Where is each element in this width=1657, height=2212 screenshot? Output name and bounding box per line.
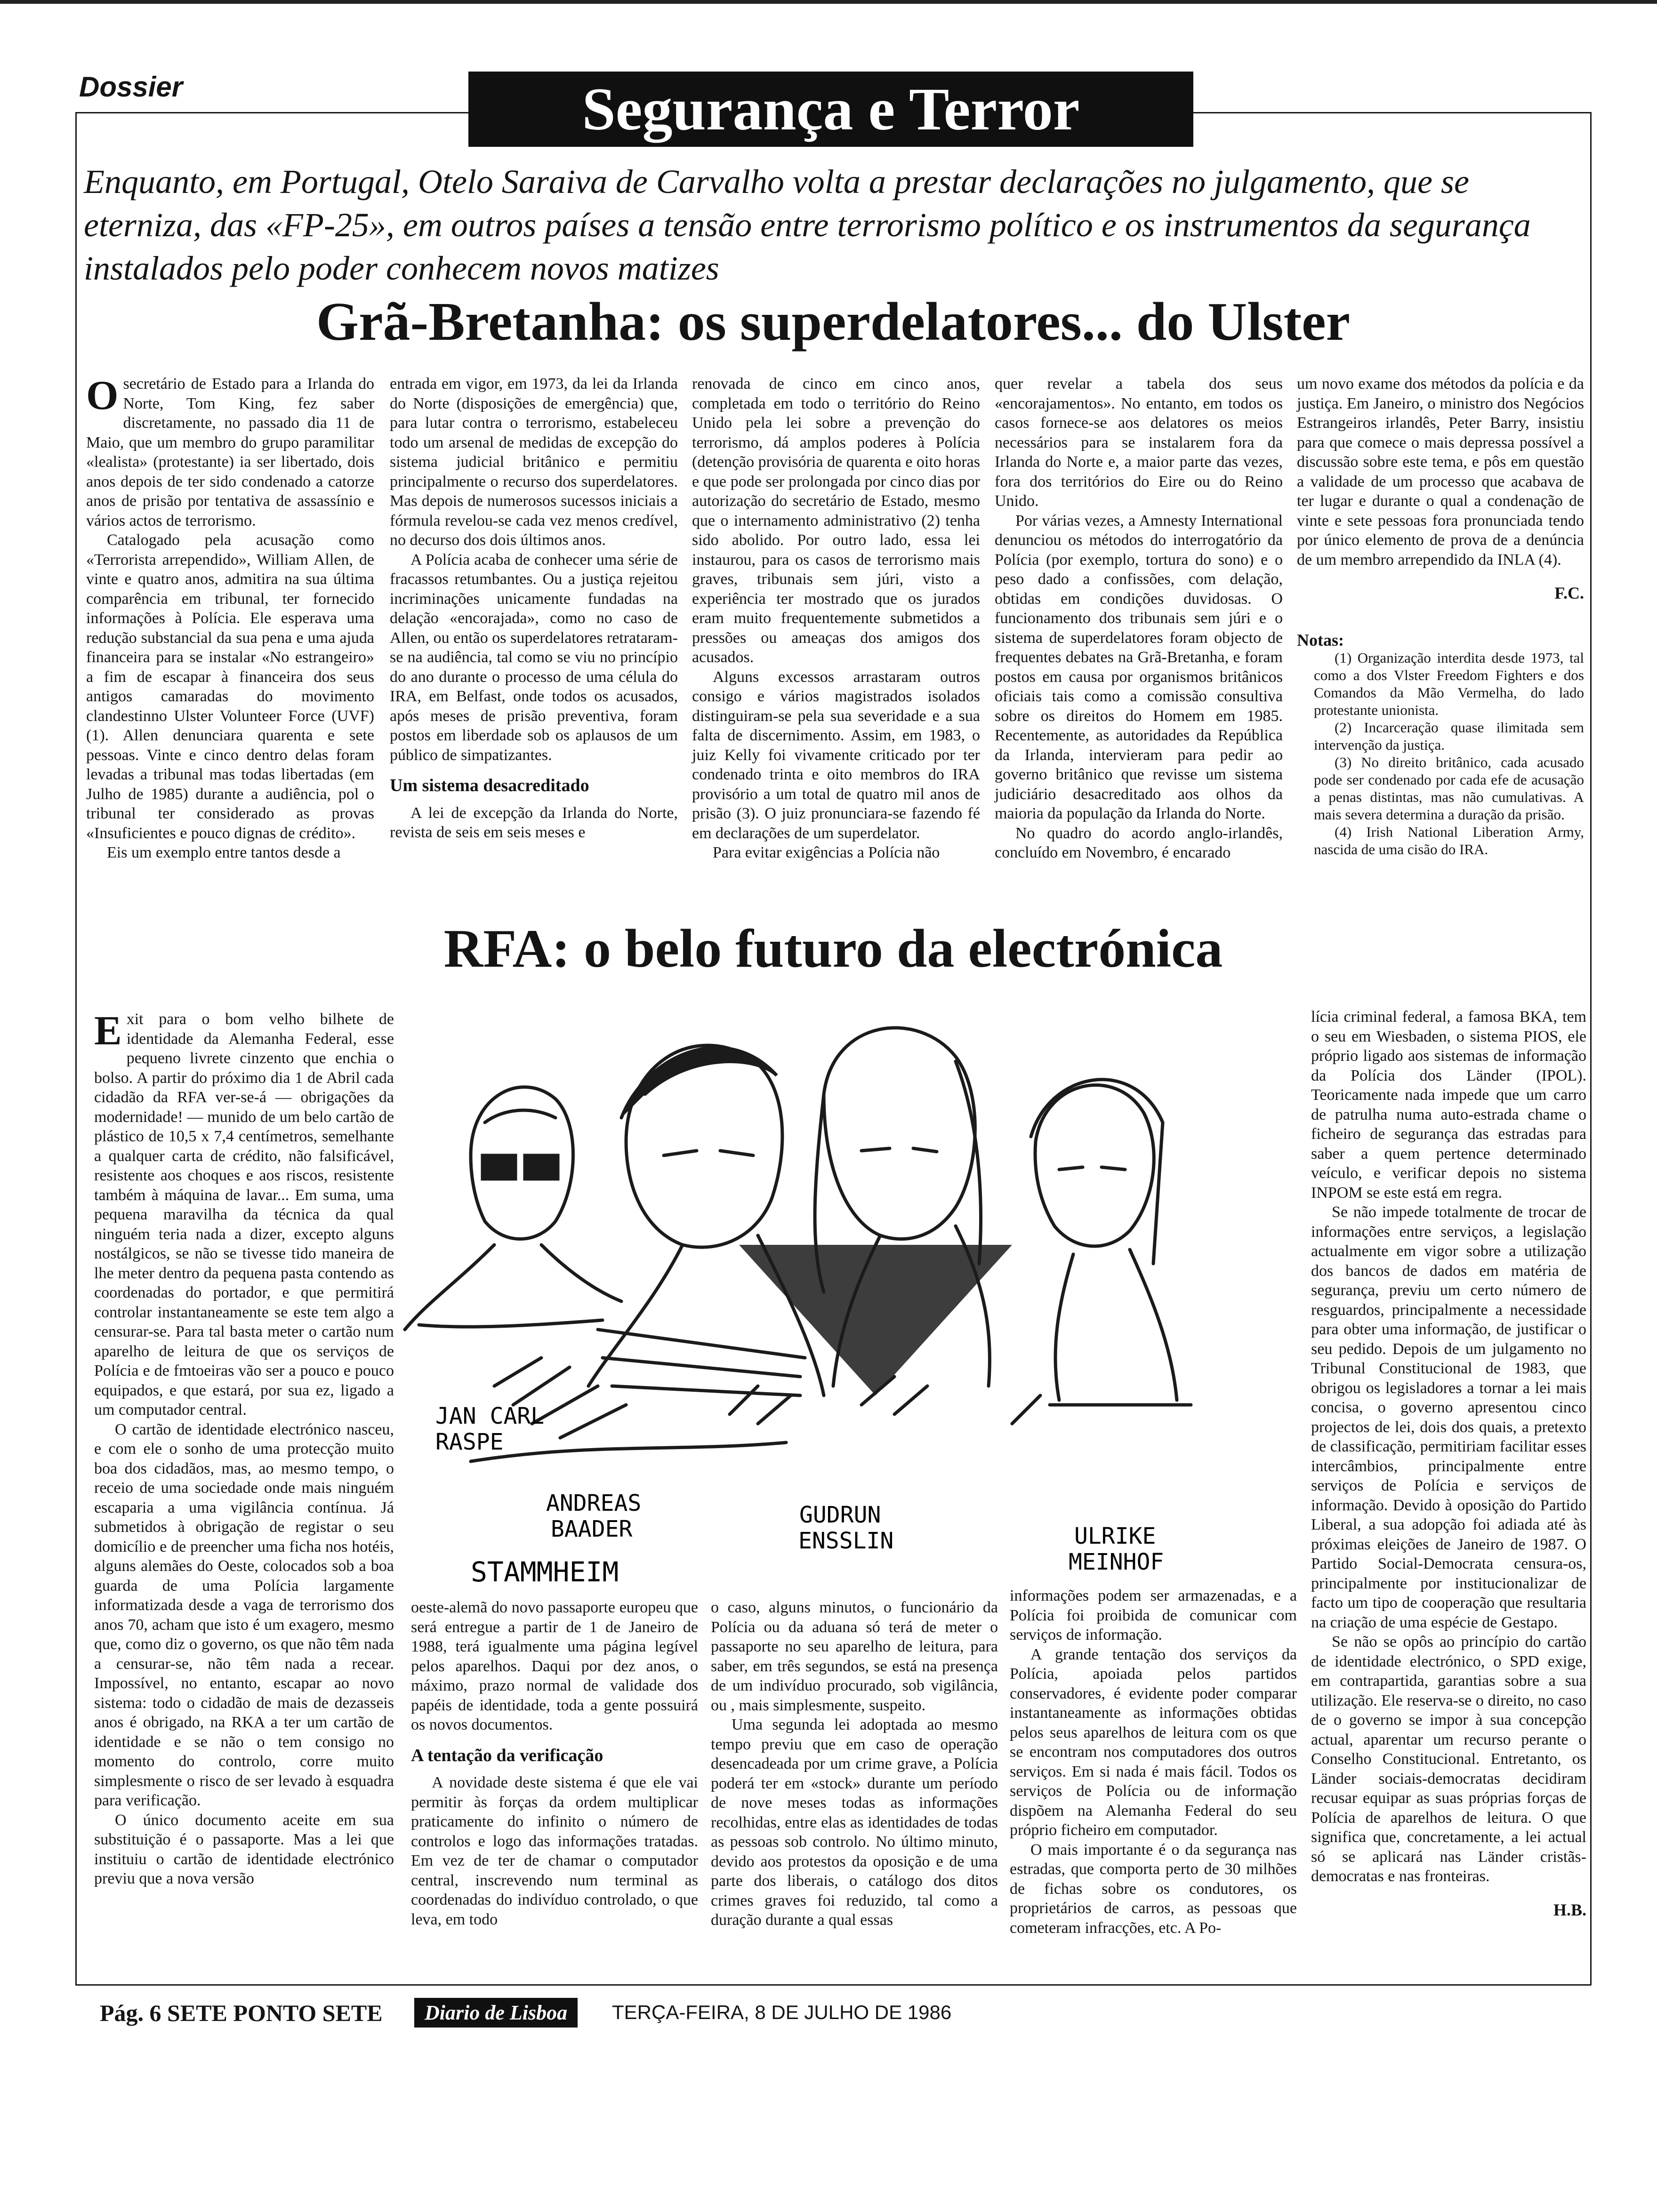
lede-paragraph: Enquanto, em Portugal, Otelo Saraiva de Carvalho volta a prestar declarações no julgamento, que se eterniza, das «FP-25», em outros países a tensão entre terrorismo político e os instrumentos da segurança instalados pelo poder conhecem novos matizes — [84, 163, 1531, 287]
article1-column-2 — [390, 374, 678, 842]
paragraph: Se não se opôs ao princípio do cartão de identidade electrónico, o SPD exige, em contrapartida, garantias sobre a sua utilização. Ele reserva-se o direito, no caso de o governo se impor à sua concepção actual, aparentar um recurso perante o Conselho Constitucional. Entretanto, os Länder sociais-democratas decidiram recusar equipar as suas próprias forças de Polícia de aparelhos de leitura. O que significa que, concretamente, a lei actual só se aplicará nas Länder cristãs-democratas e nas fronteiras. — [1311, 1633, 1586, 1885]
paragraph: xit para o bom velho bilhete de identidade da Alemanha Federal, esse pequeno livrete cinzento que enchia o bolso. A partir do próximo dia 1 de Abril cada cidadão da RFA ver-se-á — obrigações da modernidade! — munido de um belo cartão de plástico de 10,5 x 7,4 centímetros, semelhante a qualquer carta de crédito, não falsificável, resistente aos choques e aos riscos, resistente também à máquina de lavar... Em suma, uma pequena maravilha da técnica da qual ninguém teria nada a dizer, excepto alguns nostálgicos, se não se tivesse tido maneira de lhe meter dentro da pequena pasta contendo as coordenadas do portador, e que permitirá controlar instantaneamente se este tem algo a censurar-se. Para tal basta meter o cartão num aparelho de leitura de que os serviços de Polícia e de fmtoeiras vão ser a pouco e pouco equipados, e que estará, por sua ez, ligado a um computador central. — [94, 1010, 394, 1419]
illustration-label: JAN CARL — [435, 1403, 545, 1429]
article1-column-3 — [692, 374, 980, 863]
illustration-label: ENSSLIN — [798, 1528, 894, 1554]
paragraph: oeste-alemã do novo passaporte europeu que será entregue a partir de 1 de Janeiro de 1988, terá igualmente uma página legível pelos aparelhos. Daqui por dez anos, o máximo, prazo normal de validade dos papéis de identidade, toda a gente possuirá os novos documentos. — [411, 1599, 698, 1733]
illustration-label: BAADER — [551, 1516, 633, 1542]
notes-title: Notas: — [1297, 630, 1344, 649]
paragraph: Uma segunda lei adoptada ao mesmo tempo previu que em caso de operação desencadeada por um crime grave, a Polícia poderá ter em «stock» durante um período de nove meses todas as informações recolhidas, entre elas as identidades de todas as pessoas sob controlo. No último minuto, devido aos protestos da oposição e de uma parte dos liberais, o catálogo dos ditos crimes graves foi reduzido, tal como a duração durante a qual essas — [711, 1716, 998, 1929]
paragraph: A novidade deste sistema é que ele vai permitir às forças da ordem multiplicar praticamente do infinito o número de controlos e logo das informações tratadas. Em vez de ter de chamar o computador central, inscrevendo num terminal as coordenadas do indivíduo controlado, o que leva, em todo — [411, 1774, 698, 1928]
paragraph: entrada em vigor, em 1973, da lei da Irlanda do Norte (disposições de emergência) que, para lutar contra o terrorismo, estabeleceu todo um arsenal de medidas de excepção do sistema judicial britânico e permitiu principalmente o recurso dos superdelatores. Mas depois de numerosos sucessos iniciais a fórmula revelou-se cada vez menos credível, no decurso dos dois últimos anos. — [390, 375, 678, 549]
article1-headline: Grã-Bretanha: os superdelatores... do Ulster — [316, 292, 1351, 352]
masthead-logo: Diario de Lisboa — [414, 1998, 578, 2028]
paragraph: Eis um exemplo entre tantos desde a — [107, 844, 341, 861]
paragraph: Por várias vezes, a Amnesty International denunciou os métodos do interrogatório da Polícia (por exemplo, tortura do sono) e o peso dado a confissões, com delação, obtidas em condições duvidosas. O funcionamento dos tribunais sem júri e o sistema de superdelatores foram objecto de frequentes debates na Grã-Bretanha, e foram postos em causa por organismos britânicos oficiais tais como a comissão consultiva sobre os direitos do Homem em 1985. Recentemente, as autoridades da República da Irlanda, intervieram para pedir ao governo britânico que revisse um sistema judiciário desacreditado aos olhos da maioria da população da Irlanda do Norte. — [995, 512, 1283, 822]
article2-column-5 — [1311, 1007, 1586, 1920]
paragraph: Se não impede totalmente de trocar de informações entre serviços, a legislação actualmente em vigor sobre a utilização dos bancos de dados em matéria de segurança, previu um certo número de resguardos, principalmente a necessidade para obter uma informação, de justificar o seu pedido. Depois de um julgamento no Tribunal Constitucional de 1983, que obrigou os legisladores a tornar a lei mais concisa, o governo apresentou cinco projectos de lei, dois dos quais, a pretexto de classificação, permitiriam facilitar esses intercâmbios, principalmente entre serviços de Polícia e serviços de informação. Devido à oposição do Partido Liberal, a sua adopção foi adiada até às próximas eleições de Janeiro de 1987. O Partido Social-Democrata censura-os, principalmente por institucionalizar de facto um tipo de cooperação que resultaria na criação de uma espécie de Gestapo. — [1311, 1203, 1586, 1631]
paragraph: A Polícia acaba de conhecer uma série de fracassos retumbantes. Ou a justiça rejeitou incriminações unicamente fundadas na delação «encorajada», como no caso de Allen, ou então os superdelatores retrataram-se na audiência, tal como se viu no princípio do ano durante o processo de uma célula do IRA, em Belfast, onde todos os acusados, após meses de prisão preventiva, foram postos em liberdade sob os aplausos de um público de simpatizantes. — [390, 551, 678, 764]
frame-bottom-rule — [75, 1984, 1591, 1986]
note-item: (3) No direito britânico, cada acusado pode ser condenado por cada efe de acusação a penas distintas, mas não cumulativas. A mais severa determina a duração da prisão. — [1314, 753, 1584, 823]
footer-date: TERÇA-FEIRA, 8 DE JULHO DE 1986 — [612, 2001, 952, 2023]
paragraph: um novo exame dos métodos da polícia e da justiça. Em Janeiro, o ministro dos Negócios Estrangeiros irlandês, Peter Barry, insistiu para que comece o mais depressa possível a discussão sobre este tema, e pôs em questão a validade de um processo que acabava de ter lugar e durante o qual a condenação de vinte e sete pessoas fora pronunciada tendo por único elemento de prova de a denúncia de um membro arrependido da INLA (4). — [1297, 375, 1584, 569]
article2-signature: H.B. — [1553, 1900, 1586, 1919]
paragraph: renovada de cinco em cinco anos, completada em todo o território do Reino Unido pela lei sobre a prevenção do terrorismo, dá amplos poderes à Polícia (detenção provisória de quarenta e oito horas e que pode ser prolongada por cinco dias por autorização do secretário de Estado, mesmo que o internamento administrativo (2) tenha sido abolido. Por outro lado, essa lei instaurou, para os casos de terrorismo mais graves, tribunais sem júri, visto a experiência ter mostrado que os jurados eram muito frequentemente submetidos a pressões ou ameaças dos amigos dos acusados. — [692, 375, 980, 666]
paragraph: lícia criminal federal, a famosa BKA, tem o seu em Wiesbaden, o sistema PIOS, ele próprio ligado aos sistemas de informação da Polícia dos Länder (IPOL). Teoricamente nada impede que um carro de patrulha numa auto-estrada chame o ficheiro de segurança das estradas para saber a quem pertence determinado veículo, e verificar depois no sistema INPOM se este está em regra. — [1311, 1008, 1586, 1202]
paragraph: Para evitar exigências a Polícia não — [713, 844, 940, 861]
paragraph: A grande tentação dos serviços da Polícia, apoiada pelos partidos conservadores, é evidente poder comparar instantaneamente as informações obtidas pelos seus aparelhos de leitura com os que se encontram nos computadores dos outros serviços. Em si nada é mais fácil. Todos os serviços de Polícia ou de informação dispõem na Alemanha Federal do seu próprio ficheiro em computador. — [1010, 1645, 1297, 1839]
article2-headline: RFA: o belo futuro da electrónica — [443, 919, 1223, 979]
note-item: (2) Incarceração quase ilimitada sem intervenção da justiça. — [1314, 719, 1584, 753]
paragraph: No quadro do acordo anglo-irlandês, concluído em Novembro, é encarado — [995, 824, 1283, 861]
paragraph: O mais importante é o da segurança nas estradas, que comporta perto de 30 milhões de fichas sobre os condutores, os proprietários de carros, as pessoas que cometeram infracções, etc. A Po- — [1010, 1841, 1297, 1937]
paragraph: informações podem ser armazenadas, e a Polícia foi proibida de comunicar com serviços de informação. — [1010, 1587, 1297, 1643]
illustration-label: ULRIKE — [1074, 1523, 1156, 1549]
section-label: Dossier — [79, 71, 183, 103]
top-edge-rule — [0, 0, 1657, 4]
notes-block — [1297, 632, 1584, 858]
article1-column-5 — [1297, 374, 1584, 858]
illustration-label: ANDREAS — [546, 1490, 642, 1516]
paragraph: secretário de Estado para a Irlanda do Norte, Tom King, fez saber discretamente, no passado dia 11 de Maio, que um membro do grupo paramilitar «lealista» (protestante) ia ser libertado, dois anos depois de ter sido condenado a catorze anos de prisão por tentativa de assassínio e vários actos de terrorismo. — [86, 375, 374, 529]
illustration-label: MEINHOF — [1069, 1549, 1164, 1575]
article1-column-4 — [995, 374, 1283, 863]
frame-left-rule — [75, 112, 77, 1985]
paragraph: Alguns excessos arrastaram outros consigo e vários magistrados isolados distinguiram-se pela sua severidade e a sua falta de discernimento. Assim, em 1983, o juiz Kelly foi vivamente criticado por ter condenado trinta e oito membros do IRA provisório a um total de quatro mil anos de prisão (3). O juiz pronunciara-se fazendo fé em declarações de um superdelator. — [692, 668, 980, 842]
illustration-label: GUDRUN — [799, 1502, 881, 1528]
note-item: (1) Organização interdita desde 1973, tal como a dos Vlster Freedom Fighters e dos Comandos da Mão Vermelha, do lado protestante unionista. — [1314, 649, 1584, 718]
frame-right-rule — [1590, 112, 1592, 1985]
paragraph: quer revelar a tabela dos seus «encorajamentos». No entanto, em todos os casos fornece-se aos delatores os meios necessários para se instalarem fora da Irlanda do Norte e, a maior parte das vezes, fora dos territórios do Eire ou do Reino Unido. — [995, 375, 1283, 510]
page-title: Segurança e Terror — [468, 72, 1193, 147]
paragraph: O cartão de identidade electrónico nasceu, e com ele o sonho de uma protecção muito boa dos cidadãos, mas, ao mesmo tempo, o receio de uma sociedade onde mais ninguém escaparia a uma vigilância contínua. Já submetidos à obrigação de registar o seu domicílio e de preencher uma ficha nos hotéis, alguns alemães do Oeste, colocados sob a boa guarda de uma Polícia largamente informatizada desde a vaga de terrorismo dos anos 70, acham que isto é um exagero, mesmo que, como diz o governo, os que não têm nada a censurar-se, não têm nada a recear. Impossível, no entanto, escapar ao novo sistema: todo o cidadão de mais de dezasseis anos é obrigado, na RKA a ter um cartão de identidade e se não o tem consigo no momento do controlo, corre muito simplesmente o risco de ser levado à esquadra para verificação. — [94, 1420, 394, 1809]
article1-column-1 — [86, 374, 374, 863]
article2-column-1 — [94, 1010, 394, 1889]
article2-column-4 — [1010, 1586, 1297, 1938]
dropcap: E — [94, 1008, 122, 1054]
stammheim-illustration — [400, 1000, 1285, 1603]
paragraph: A lei de excepção da Irlanda do Norte, revista de seis em seis meses e — [390, 804, 678, 841]
paragraph: o caso, alguns minutos, o funcionário da Polícia ou da aduana só terá de meter o passaporte no seu aparelho de leitura, para saber, em três segundos, se está na presença de um indivíduo procurado, sob vigilância, ou , mais simplesmente, suspeito. — [711, 1599, 998, 1714]
dropcap: O — [86, 373, 119, 418]
article1-signature: F.C. — [1554, 584, 1584, 602]
subheading: A tentação da verificação — [411, 1745, 603, 1765]
subheading: Um sistema desacreditado — [390, 776, 589, 795]
paragraph: Catalogado pela acusação como «Terrorista arrependido», William Allen, de vinte e quatro anos, admitira na sua última comparência em tribunal, ter fornecido informações à Polícia. Ele esperava uma redução substancial da sua pena e uma ajuda financeira para se instalar «No estrangeiro» a fim de escapar à financeira dos seus antigos camaradas do movimento clandestinno Ulster Volunteer Force (UVF) (1). Allen denunciara quarenta e sete pessoas. Vinte e cinco dentro delas foram levadas a tribunal mas todas libertadas (em Julho de 1985) durante a audiência, pol o tribunal ter considerado as provas «Insuficientes e pouco dignas de crédito». — [86, 531, 374, 842]
article2-column-3 — [711, 1598, 998, 1930]
article2-column-2 — [411, 1598, 698, 1929]
footer-page-label: Pág. 6 SETE PONTO SETE — [100, 2000, 383, 2026]
illustration-label: STAMMHEIM — [471, 1556, 619, 1588]
paragraph: O único documento aceite em sua substituição é o passaporte. Mas a lei que instituiu o cartão de identidade electrónico previu que a nova versão — [94, 1811, 394, 1887]
illustration-label: RASPE — [435, 1429, 504, 1455]
note-item: (4) Irish National Liberation Army, nascida de uma cisão do IRA. — [1314, 823, 1584, 858]
